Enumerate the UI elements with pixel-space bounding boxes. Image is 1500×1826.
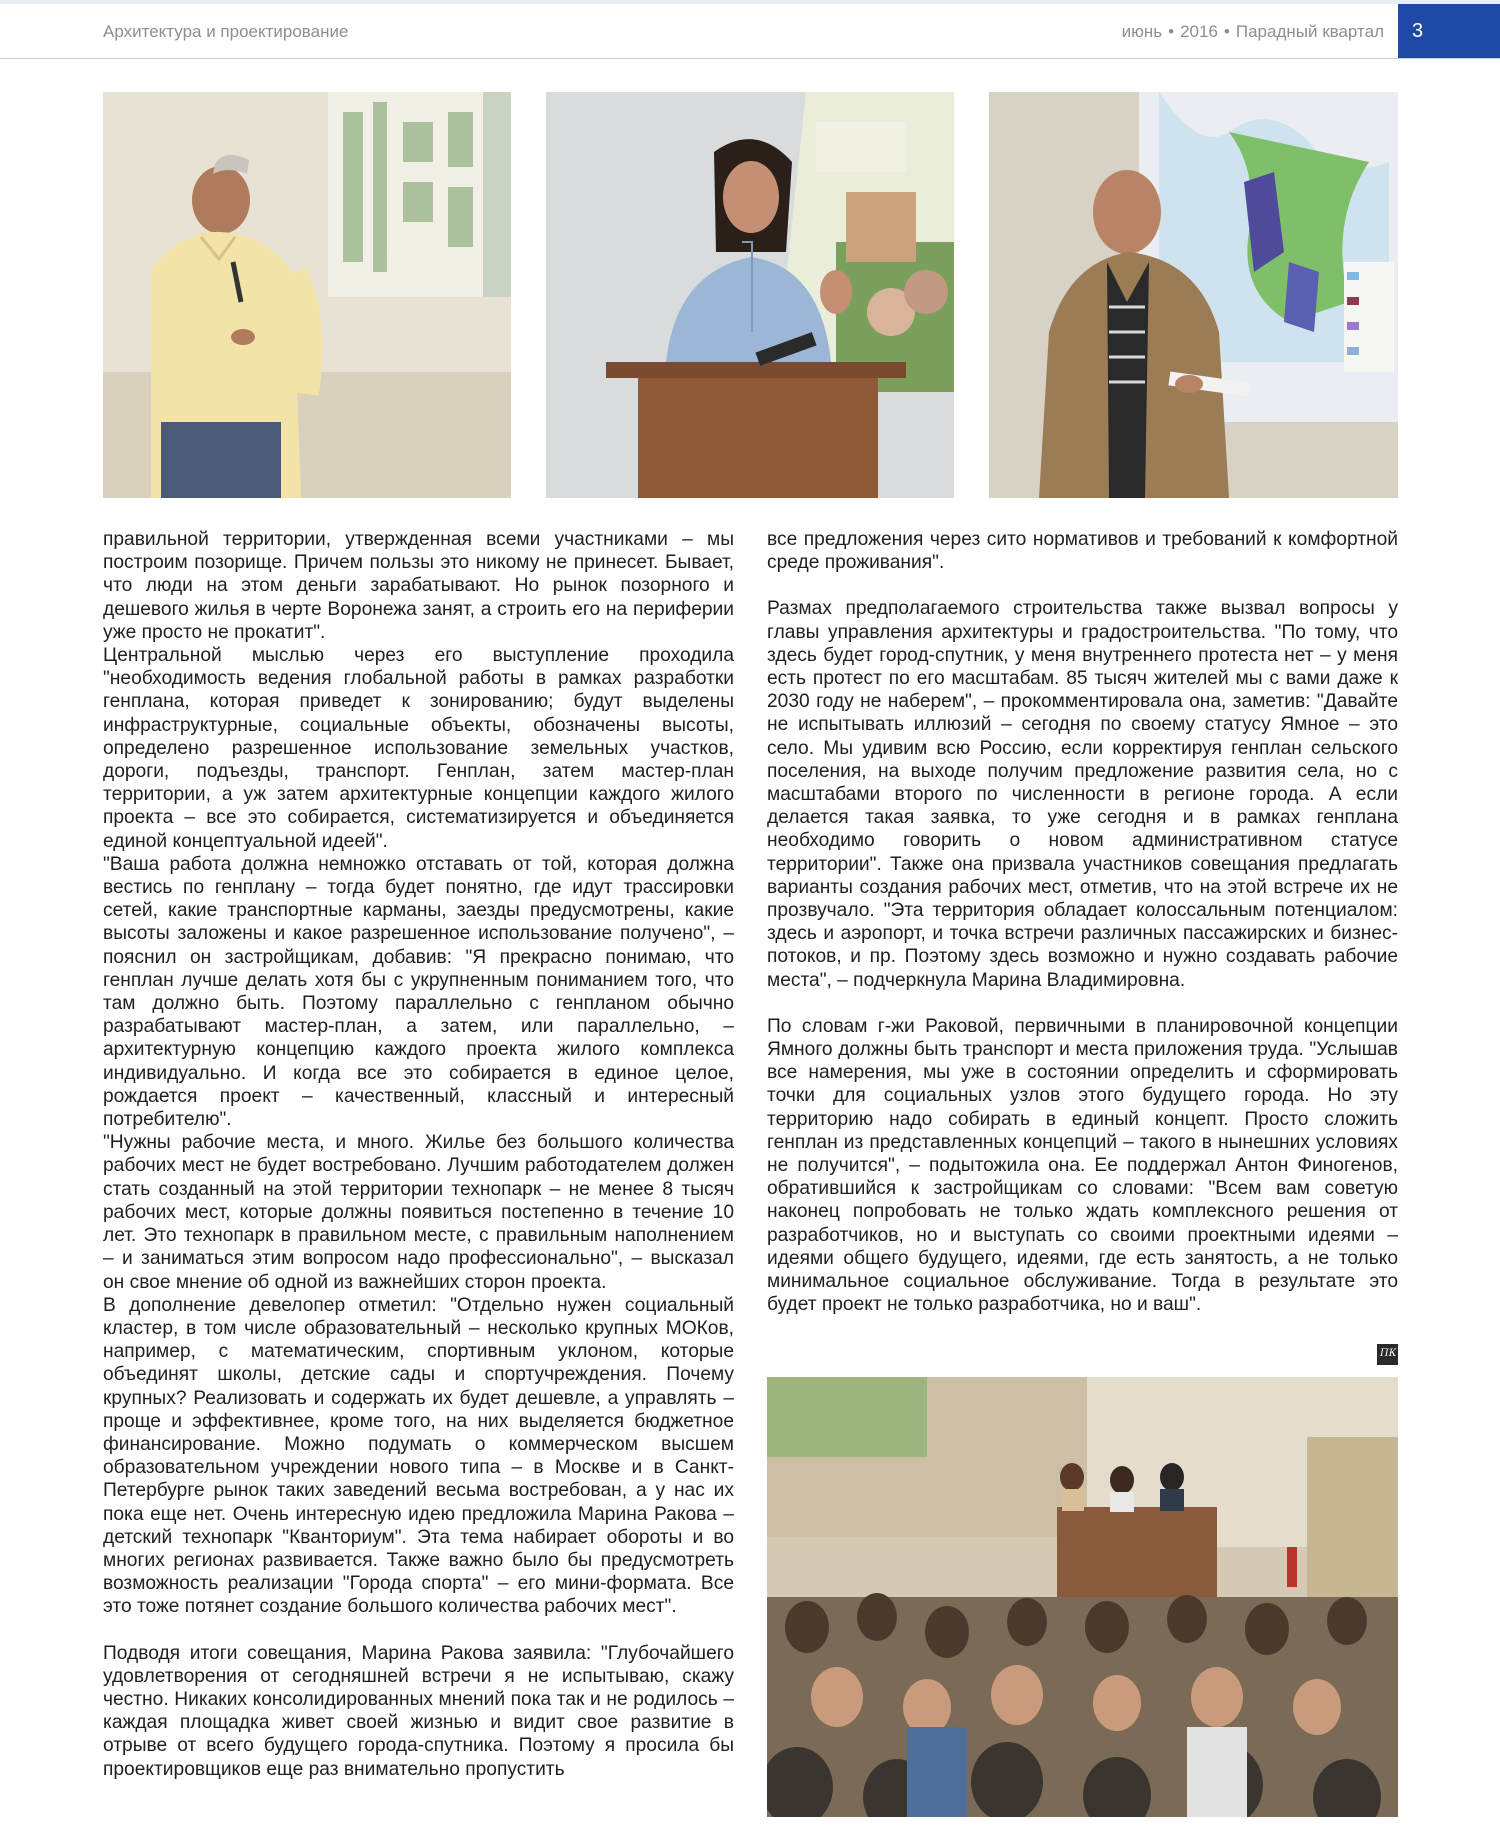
separator-dot: • — [1223, 22, 1230, 41]
issue-year: 2016 — [1180, 22, 1218, 41]
article-paragraph: Подводя итоги совещания, Марина Ракова заявила: "Глубочайшего удовлетворения от сегодняшней встречи я не испытываю, скажу честно. Никаких консолидированных мнений пока так и не родилось – каждая площадка живет своей жизнью и видит свое развитие в отрыве от всего будущего города-спутника. Поэтому я просила бы проектировщиков еще раз внимательно пропустить — [103, 1642, 734, 1780]
article-end-mark — [1377, 1344, 1398, 1365]
article-left-column — [103, 528, 734, 1781]
photo-speaker-woman-at-lectern — [546, 92, 954, 498]
article-paragraph: "Ваша работа должна немножко отставать от той, которая должна вестись по генплану – тогда будет понятно, где идут трассировки сетей, какие транспортные карманы, заезды предусмотрены, какие высоты заложены и какое разрешенное использование получено", – пояснил он застройщикам, добавив: "Я прекрасно понимаю, что генплан лучше делать хотя бы с укрупненным пониманием того, что там должно быть. Поэтому параллельно с генпланом обычно разрабатывают мастер-план, а затем, или параллельно, – архитектурную концепцию каждого проекта жилого комплекса индивидуально. И когда все это собирается в единое целое, рождается проект – качественный, классный и интересный потребителю". — [103, 853, 734, 1131]
page-header — [0, 4, 1500, 59]
article-paragraph: По словам г-жи Раковой, первичными в планировочной концепции Ямного должны быть транспорт и места приложения труда. "Услышав все намерения, мы уже в состоянии определить и сформировать точки для социальных узлов этого будущего города. Но эту территорию надо собирать в единый концепт. Просто сложить генплан из представленных концепций – такого в нынешних условиях не получится", – подытожила она. Ее поддержал Антон Финогенов, обратившийся к застройщикам со словами: "Всем вам советую наконец попробовать не только ждать комплексного решения от разработчиков, но и выступать со своими проектными идеями – идеями общего будущего, идеями, где есть занятость, а не только минимальное социальное обслуживание. Тогда в результате это будет проект не только разработчика, но и ваш". — [767, 1015, 1398, 1316]
photo-speaker-man-yellow-shirt — [103, 92, 511, 498]
article-paragraph: Размах предполагаемого строительства также вызвал вопросы у главы управления архитектуры и градостроительства. "По тому, что здесь будет город-спутник, у меня внутреннего протеста нет – у меня есть протест по его масштабам. 85 тысяч жителей мы с вами даже к 2030 году не наберем", – прокомментировала она, заметив: "Давайте не испытывать иллюзий – сегодня по своему статусу Ямное – это село. Мы удивим всю Россию, если корректируя генплан сельского поселения, на выходе получим предложение развития села, но с масштабами второго по численности в регионе города. А если делается такая заявка, то уже сегодня и в рамках генплана необходимо говорить о новом административном статусе территории". Также она призвала участников совещания предлагать варианты создания рабочих мест, отметив, что на этой встрече их не прозвучало. "Эта территория обладает колоссальным потенциалом: здесь и аэропорт, и точка встречи различных пассажирских и бизнес-потоков, и пр. Поэтому здесь возможно и нужно создавать рабочие места", – подчеркнула Марина Владимировна. — [767, 598, 1398, 991]
end-mark-text: ПК — [1380, 1348, 1397, 1359]
article-paragraph: правильной территории, утвержденная всеми участниками – мы построим позорище. Причем пользы это никому не принесет. Бывает, что люди на этом деньги зарабатывают. Но рынок позорного и дешевого жилья в черте Воронежа занят, а строить его на периферии уже просто не прокатит". — [103, 529, 734, 643]
issue-month: июнь — [1121, 22, 1163, 41]
separator-dot: • — [1168, 22, 1175, 41]
article-paragraph: все предложения через сито нормативов и требований к комфортной среде проживания". — [767, 529, 1398, 574]
article-paragraph: Центральной мыслью через его выступление проходила "необходимость ведения глобальной работы в рамках разработки генплана, которая приведет к зонированию; будут выделены инфраструктурные, социальные объекты, обозначены высоты, определено разрешенное использование земельных участков, дороги, подъезды, транспорт. Генплан, затем мастер-план территории, а уж затем архитектурные концепции каждого жилого проекта – все это собирается, систематизируется и объединяется единой концептуальной идеей". — [103, 645, 734, 852]
section-title: Архитектура и проектирование — [103, 22, 349, 41]
article-paragraph: В дополнение девелопер отметил: "Отдельно нужен социальный кластер, в том числе образовательный – несколько крупных МОКов, например, с математическим, спортивным уклоном, которые объединят школы, детские сады и спортучреждения. Почему крупных? Реализовать и содержать их будет дешевле, а управлять – проще и эффективнее, кроме того, на них выделяется бюджетное финансирование. Можно подумать о коммерческом высшем образовательном учреждении нового типа – в Москве и в Санкт-Петербурге рынок таких заведений весьма востребован, а у нас их пока еще нет. Очень интересную идею предложила Марина Ракова – детский технопарк "Кванториум". Эта тема набирает обороты и во многих регионах развивается. Также важно было бы предусмотреть возможность реализации "Города спорта" – его мини-формата. Все это тоже потянет создание большого количества рабочих мест". — [103, 1294, 734, 1618]
page-number-tab — [1398, 4, 1500, 58]
photo-speaker-man-with-papers — [989, 92, 1398, 498]
article-paragraph: "Нужны рабочие места, и много. Жилье без большого количества рабочих мест не будет востребовано. Лучшим работодателем должен стать созданный на этой территории технопарк – не менее 8 тысяч рабочих мест, которые должны появиться постепенно в течение 10 лет. Это технопарк в правильном месте, с правильным наполнением – и заниматься этим вопросом надо профессионально", – высказал он свое мнение об одной из важнейших сторон проекта. — [103, 1132, 734, 1293]
issue-info — [1122, 22, 1384, 42]
publication-name: Парадный квартал — [1235, 22, 1384, 41]
page-number: 3 — [1412, 20, 1424, 42]
photo-conference-audience — [767, 1377, 1398, 1817]
article-right-column — [767, 528, 1398, 1317]
